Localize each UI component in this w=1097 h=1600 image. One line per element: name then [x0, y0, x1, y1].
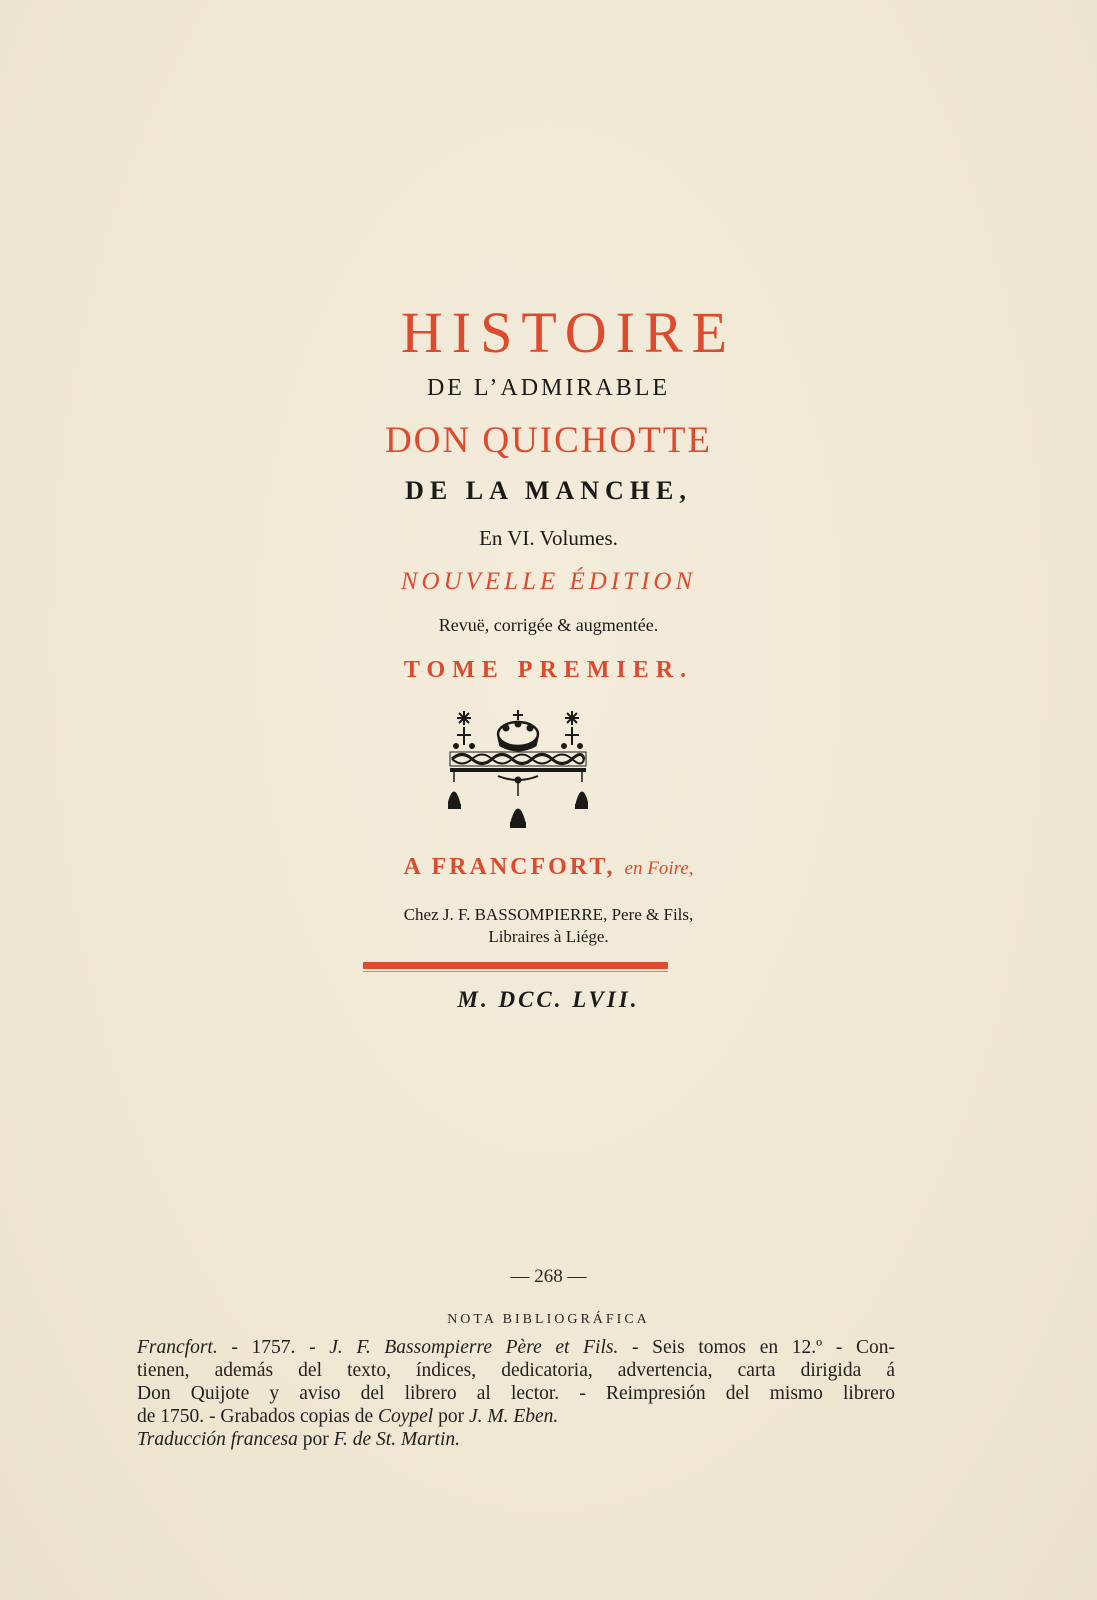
title-tome-premier: TOME PREMIER.: [403, 657, 694, 683]
bibliographic-note: [137, 1336, 895, 1451]
note-text: Don Quijote y aviso del librero al lector. - Reimpresión del mismo librero: [137, 1383, 895, 1404]
red-rule-divider: [363, 962, 668, 969]
note-text: de 1750. - Grabados copias de: [137, 1406, 378, 1427]
page-number: — 268 —: [510, 1266, 587, 1287]
note-text: Coypel: [377, 1406, 434, 1427]
note-text: - 1757. -: [217, 1337, 330, 1358]
note-text: - Seis tomos en 12.º - Con-: [618, 1337, 896, 1358]
note-text: Traducción francesa: [137, 1429, 298, 1450]
note-line: [137, 1405, 895, 1428]
imprint-place: [0, 852, 1097, 884]
note-line: [137, 1359, 895, 1382]
note-line: [137, 1336, 895, 1359]
title-don-quichotte: DON QUICHOTTE: [384, 420, 713, 461]
imprint-en-foire: en Foire,: [624, 858, 694, 879]
imprint-libraires: Libraires à Liége.: [488, 927, 609, 946]
note-text: Francfort.: [137, 1337, 218, 1358]
crown-ornament-icon: [448, 710, 588, 830]
note-text: tienen, además del texto, índices, dedicatoria, advertencia, carta dirigida á: [137, 1360, 895, 1381]
note-text: F. de St. Martin.: [333, 1429, 461, 1450]
title-nouvelle-edition: NOUVELLE ÉDITION: [400, 568, 697, 595]
imprint-date: M. DCC. LVII.: [457, 987, 640, 1012]
imprint-publisher: Chez J. F. BASSOMPIERRE, Pere & Fils,: [403, 905, 694, 924]
note-text: por: [297, 1429, 334, 1450]
title-histoire: HISTOIRE: [400, 300, 737, 365]
title-de-admirable: DE L’ADMIRABLE: [426, 375, 671, 401]
imprint-francfort: A FRANCFORT,: [403, 854, 616, 880]
note-line: [137, 1382, 895, 1405]
nota-heading: NOTA BIBLIOGRÁFICA: [447, 1312, 650, 1327]
title-volumes: En VI. Volumes.: [479, 526, 618, 550]
title-revue: Revuë, corrigée & augmentée.: [438, 615, 659, 635]
note-text: por: [433, 1406, 469, 1427]
note-line: [137, 1428, 895, 1451]
title-de-la-manche: DE LA MANCHE,: [405, 476, 692, 505]
note-text: J. F. Bassompierre Père et Fils.: [329, 1337, 619, 1358]
note-text: J. M. Eben.: [468, 1406, 559, 1427]
